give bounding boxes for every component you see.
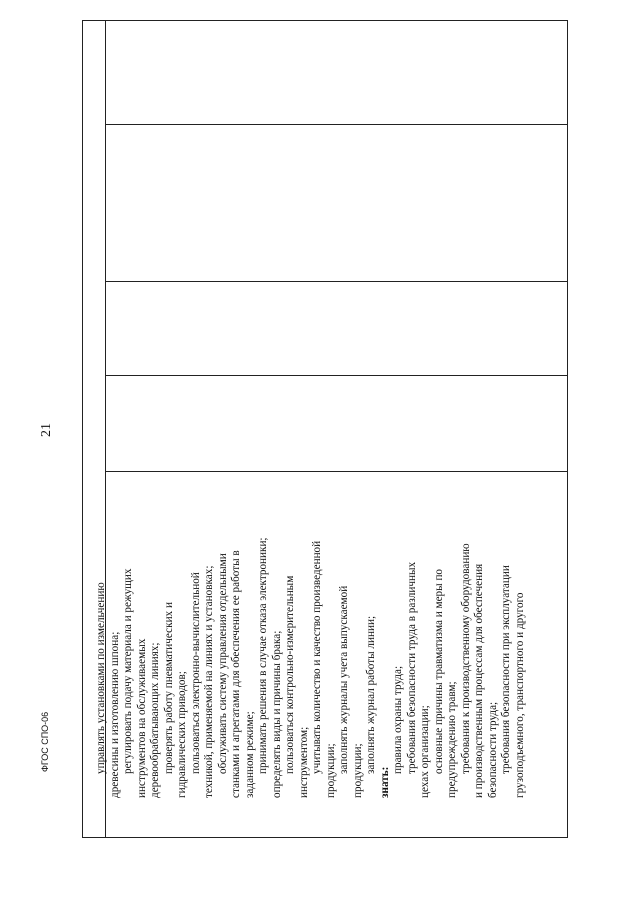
text-line: проверять работу пневматических и	[162, 602, 175, 774]
text-line: цехах организации;	[419, 705, 431, 798]
text-line: инструментов на обслуживаемых	[135, 638, 148, 798]
table-row-divider	[105, 471, 567, 472]
text-line: инструментом;	[297, 726, 310, 798]
text-line: пользоваться электронно-вычислительной	[189, 572, 202, 774]
text-line: станками и агрегатами для обеспечения ее работы в	[230, 550, 242, 798]
text-line: и производственным процессам для обеспечения	[473, 563, 485, 798]
text-line: определять виды и причины брака;	[270, 630, 283, 798]
text-line: принимать решения в случае отказа электроники;	[257, 537, 269, 774]
table-row-divider	[105, 281, 567, 282]
footer-label: ФГОС СПО-06	[40, 711, 50, 772]
text-line: гидравлических приводов;	[176, 671, 188, 798]
text-line: регулировать подачу материала и режущих	[122, 568, 134, 774]
text-line: продукции;	[324, 743, 337, 798]
text-line: требования безопасности при эксплуатации	[500, 565, 512, 774]
text-line: основные причины травматизма и меры по	[432, 568, 445, 774]
text-line: требования безопасности труда в различных	[405, 561, 418, 774]
text-line: учитывать количество и качество произведенной	[311, 540, 323, 774]
text-line: заполнять журнал работы линии;	[365, 615, 377, 774]
text-line: продукции;	[351, 743, 364, 798]
page-number: 21	[39, 423, 54, 437]
text-line: грузоподъемного, транспортного и другого	[513, 592, 526, 798]
text-line: требования к производственному оборудованию	[459, 543, 472, 774]
skills-knowledge-cell	[95, 523, 527, 798]
text-line: правила охраны труда;	[392, 665, 404, 774]
text-line: обслуживать систему управления отдельными	[216, 553, 229, 774]
text-line: техникой, применяемой на линиях и установках;	[203, 565, 215, 798]
table-row-divider	[105, 124, 567, 125]
text-line: безопасности труда;	[486, 701, 499, 798]
text-line: заполнять журналы учета выпускаемой	[338, 585, 350, 774]
text-line: пользоваться контрольно-измерительным	[284, 575, 296, 774]
text-line: деревообрабатывающих линиях;	[149, 642, 161, 798]
text-line: предупреждению травм;	[446, 681, 458, 798]
text-line: древесины и изготовлению шпона;	[108, 631, 121, 798]
table-row-divider	[105, 375, 567, 376]
text-line: заданном режиме;	[243, 711, 256, 798]
text-line: управлять установками по измельчению	[95, 582, 107, 774]
text-line: знать:	[378, 766, 391, 798]
